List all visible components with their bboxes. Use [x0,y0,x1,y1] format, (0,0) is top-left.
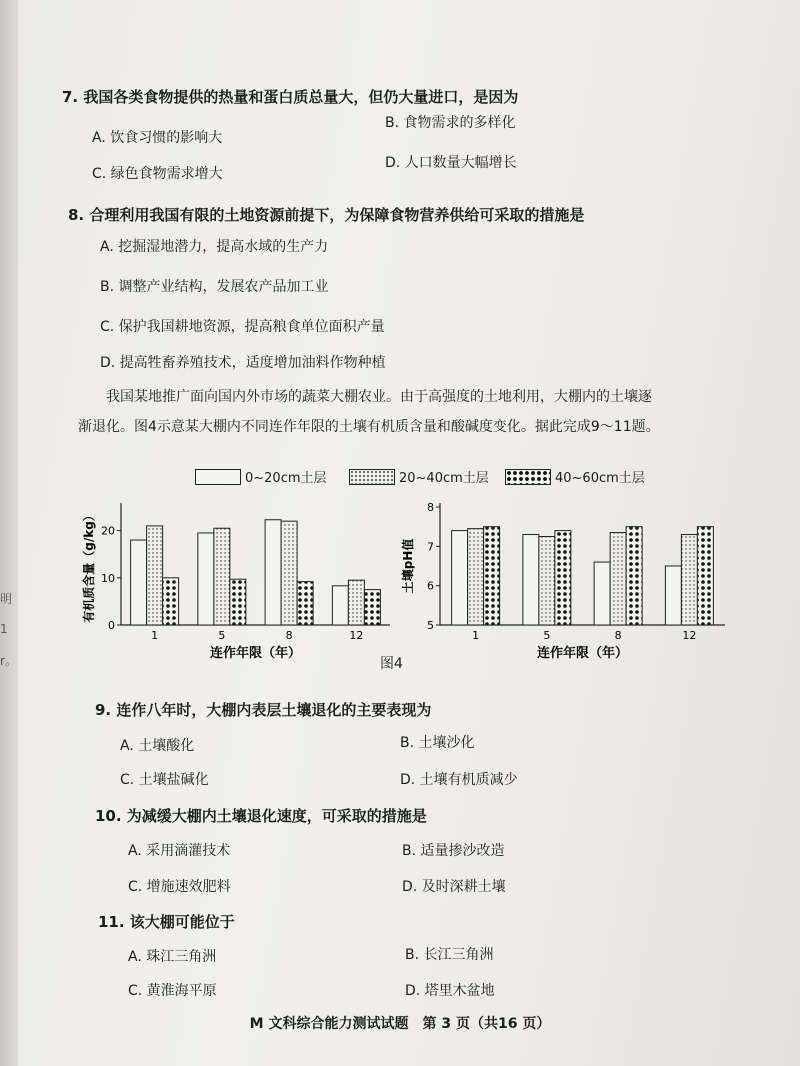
x-tick-label: 1 [472,629,480,642]
question-10-option-c: C. 增施速效肥料 [128,879,231,895]
x-axis-label: 连作年限（年） [209,646,302,660]
bar-0-20cm-year-8 [594,562,610,625]
bar-0-20cm-year-12 [665,566,681,625]
question-7-option-a: A. 饮食习惯的影响大 [92,130,223,146]
legend-label: 40~60cm土层 [555,471,645,486]
question-8-option-c: C. 保护我国耕地资源，提高粮食单位面积产量 [100,319,385,335]
x-tick-label: 12 [682,629,697,642]
legend-swatch-fine-dots [349,469,395,485]
figure-label: 图4 [380,656,403,672]
question-11-option-a: A. 珠江三角洲 [128,949,217,965]
question-8-option-d: D. 提高牲畜养殖技术，适度增加油料作物种植 [100,355,386,371]
bar-0-20cm-year-5 [198,533,214,625]
bar-20-40cm-year-8 [610,533,626,625]
passage-line-1: 我国某地推广面向国内外市场的蔬菜大棚农业。由于高强度的土地利用，大棚内的土壤逐 [106,389,652,405]
y-axis-label: 土壤pH值 [401,538,415,594]
bar-20-40cm-year-5 [214,528,230,625]
bar-40-60cm-year-12 [364,590,380,625]
bar-40-60cm-year-8 [297,582,313,625]
x-tick-label: 5 [543,629,551,642]
question-9-option-b: B. 土壤沙化 [400,735,475,751]
legend-label: 20~40cm土层 [399,471,489,486]
legend-item-0-20cm [195,467,327,486]
question-10-option-b: B. 适量掺沙改造 [402,843,505,859]
edge-mark: r。 [0,654,17,668]
x-axis-label: 连作年限（年） [536,646,629,660]
bar-20-40cm-year-8 [281,521,297,625]
y-tick-label: 10 [101,571,115,585]
edge-mark: 1 [0,622,8,636]
legend-swatch-coarse-dots [505,469,551,485]
organic-matter-chart [75,495,395,660]
bar-40-60cm-year-12 [697,527,713,625]
y-tick-label: 20 [101,524,115,538]
chart-legend [195,467,655,489]
y-axis-label: 有机质含量（g/kg） [82,509,96,623]
question-10-stem: 10. 为减缓大棚内土壤退化速度，可采取的措施是 [95,807,427,825]
question-7-stem: 7. 我国各类食物提供的热量和蛋白质总量大，但仍大量进口，是因为 [62,88,519,106]
bar-0-20cm-year-1 [131,540,147,625]
question-8-option-b: B. 调整产业结构，发展农产品加工业 [100,279,329,295]
bar-20-40cm-year-12 [348,580,364,625]
legend-item-20-40cm [349,467,489,486]
question-10-option-d: D. 及时深耕土壤 [402,879,506,895]
bar-20-40cm-year-1 [147,526,163,625]
question-11-option-b: B. 长江三角洲 [405,947,494,963]
bar-20-40cm-year-5 [539,537,555,626]
bar-0-20cm-year-12 [332,586,348,625]
x-tick-label: 1 [151,629,159,642]
bar-0-20cm-year-5 [523,535,539,625]
legend-swatch-blank [195,469,241,485]
question-8-option-a: A. 挖掘湿地潜力，提高水域的生产力 [100,239,329,255]
x-tick-label: 8 [614,629,622,642]
y-tick-label: 7 [427,540,434,554]
question-11-stem: 11. 该大棚可能位于 [98,913,235,931]
bar-40-60cm-year-5 [230,579,246,625]
bar-0-20cm-year-8 [265,520,281,625]
legend-label: 0~20cm土层 [245,471,327,486]
soil-ph-chart [400,495,730,660]
bar-40-60cm-year-5 [555,531,571,625]
question-9-option-d: D. 土壤有机质减少 [400,772,518,788]
bar-40-60cm-year-1 [484,527,500,625]
question-7-option-b: B. 食物需求的多样化 [385,115,516,131]
page-footer: M 文科综合能力测试试题 第 3 页（共16 页） [249,1016,551,1032]
passage [78,382,738,442]
legend-item-40-60cm [505,467,645,486]
x-tick-label: 12 [349,629,364,642]
y-tick-label: 5 [427,619,434,632]
y-tick-label: 0 [108,619,115,632]
question-9-option-c: C. 土壤盐碱化 [120,772,209,788]
x-tick-label: 5 [218,629,226,642]
question-7-option-d: D. 人口数量大幅增长 [385,155,517,171]
question-7-option-c: C. 绿色食物需求增大 [92,166,223,182]
question-10-option-a: A. 采用滴灌技术 [128,843,231,859]
bar-40-60cm-year-1 [163,578,179,625]
page-edge-left [0,0,18,1066]
bar-0-20cm-year-1 [452,531,468,625]
y-tick-label: 8 [427,501,434,514]
question-9-option-a: A. 土壤酸化 [120,738,195,754]
question-8-stem: 8. 合理利用我国有限的土地资源前提下，为保障食物营养供给可采取的措施是 [68,206,585,224]
bar-40-60cm-year-8 [626,527,642,625]
edge-mark: 明 [0,592,13,606]
x-tick-label: 8 [285,629,293,642]
question-11-option-d: D. 塔里木盆地 [405,983,495,999]
y-tick-label: 6 [427,579,434,593]
bar-20-40cm-year-12 [681,535,697,625]
bar-20-40cm-year-1 [468,529,484,625]
passage-line-2: 渐退化。图4示意某大棚内不同连作年限的土壤有机质含量和酸碱度变化。据此完成9～11题。 [78,419,660,435]
question-11-option-c: C. 黄淮海平原 [128,983,217,999]
question-9-stem: 9. 连作八年时，大棚内表层土壤退化的主要表现为 [95,701,432,719]
